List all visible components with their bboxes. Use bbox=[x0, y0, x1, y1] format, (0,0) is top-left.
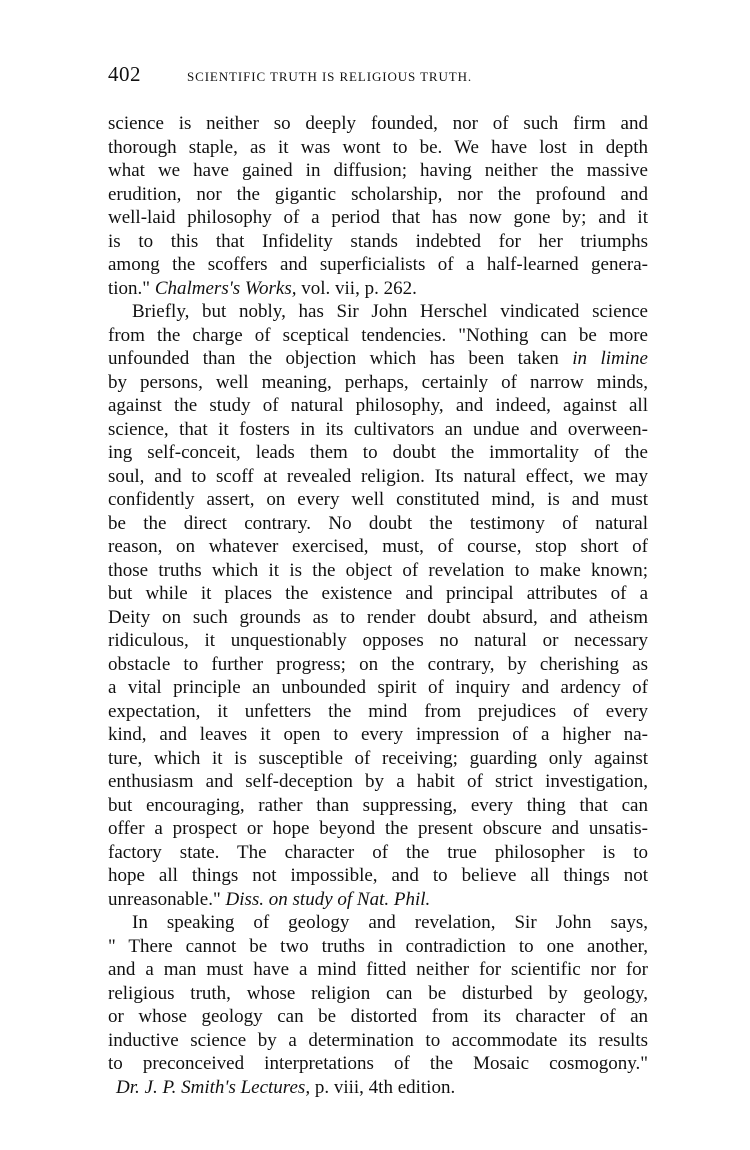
citation-title: Diss. on study of Nat. Phil. bbox=[225, 888, 431, 910]
text-line: those truths which it is the object of revelation to make known; bbox=[108, 559, 648, 581]
running-title: SCIENTIFIC TRUTH IS RELIGIOUS TRUTH. bbox=[187, 69, 473, 84]
text-line: science is neither so deeply founded, nor of such firm and bbox=[108, 113, 648, 134]
text-line: a vital principle an unbounded spirit of inquiry and ardency of bbox=[108, 677, 648, 698]
text-line: confidently assert, on every well constituted mind, is and must bbox=[108, 489, 648, 510]
text-line: " There cannot be two truths in contradiction to one another, bbox=[108, 935, 648, 957]
text-line: hope all things not impossible, and to believe all things not bbox=[108, 865, 648, 886]
book-page bbox=[108, 62, 648, 1099]
text-line: by persons, well meaning, perhaps, certainly of narrow minds, bbox=[108, 371, 648, 393]
text-line: but while it places the existence and principal attributes of a bbox=[108, 583, 648, 604]
citation-text: vol. vii, p. 262. bbox=[296, 277, 417, 299]
citation-line bbox=[108, 277, 648, 301]
text-line: obstacle to further progress; on the contrary, by cherishing as bbox=[108, 653, 648, 675]
text-line bbox=[108, 347, 648, 371]
paragraph-3 bbox=[108, 911, 648, 1099]
latin-phrase: in limine bbox=[572, 348, 648, 369]
text-line: thorough staple, as it was wont to be. We have lost in depth bbox=[108, 136, 648, 158]
text-line: erudition, nor the gigantic scholarship, nor the profound and bbox=[108, 183, 648, 205]
text-line: Briefly, but nobly, has Sir John Herschel vindicated science bbox=[132, 301, 648, 322]
text-line: kind, and leaves it open to every impression of a higher na- bbox=[108, 724, 648, 745]
text-line: be the direct contrary. No doubt the testimony of natural bbox=[108, 512, 648, 534]
paragraph-2 bbox=[108, 300, 648, 911]
text-line: religious truth, whose religion can be disturbed by geology, bbox=[108, 982, 648, 1004]
text-line: reason, on whatever exercised, must, of course, stop short of bbox=[108, 536, 648, 557]
line-text: unfounded than the objection which has been taken bbox=[108, 348, 573, 369]
text-line: enthusiasm and self-deception by a habit of strict investigation, bbox=[108, 771, 648, 792]
text-line: to preconceived interpretations of the Mosaic cosmogony." bbox=[108, 1053, 648, 1074]
text-line: against the study of natural philosophy, and indeed, against all bbox=[108, 395, 648, 416]
paragraph-1 bbox=[108, 112, 648, 300]
text-line: or whose geology can be distorted from its character of an bbox=[108, 1006, 648, 1027]
citation-line bbox=[108, 1076, 648, 1100]
text-line: ture, which it is susceptible of receiving; guarding only against bbox=[108, 747, 648, 769]
text-line: is to this that Infidelity stands indebted for her triumphs bbox=[108, 230, 648, 252]
text-line: from the charge of sceptical tendencies. "Nothing can be more bbox=[108, 324, 648, 346]
citation-line bbox=[108, 888, 648, 912]
citation-text: tion." bbox=[108, 277, 155, 299]
text-line: among the scoffers and superficialists of a half-learned genera- bbox=[108, 254, 648, 275]
text-line: factory state. The character of the true philosopher is to bbox=[108, 841, 648, 863]
text-line: what we have gained in diffusion; having neither the massive bbox=[108, 160, 648, 181]
text-line: science, that it fosters in its cultivators an undue and overween- bbox=[108, 418, 648, 440]
text-line: soul, and to scoff at revealed religion. Its natural effect, we may bbox=[108, 465, 648, 487]
text-line: expectation, it unfetters the mind from prejudices of every bbox=[108, 700, 648, 722]
citation-text: p. viii, 4th edition. bbox=[310, 1076, 456, 1098]
text-line: and a man must have a mind fitted neither for scientific nor for bbox=[108, 959, 648, 980]
page-number: 402 bbox=[108, 62, 141, 86]
text-line: inductive science by a determination to accommodate its results bbox=[108, 1029, 648, 1051]
text-line: well-laid philosophy of a period that has now gone by; and it bbox=[108, 207, 648, 228]
text-line: but encouraging, rather than suppressing, every thing that can bbox=[108, 794, 648, 816]
page-header bbox=[108, 62, 648, 92]
citation-text: unreasonable." bbox=[108, 888, 226, 910]
citation-title: Chalmers's Works, bbox=[154, 277, 297, 299]
text-line: Deity on such grounds as to render doubt absurd, and atheism bbox=[108, 606, 648, 628]
citation-title: Dr. J. P. Smith's Lectures, bbox=[116, 1076, 311, 1098]
text-line: ing self-conceit, leads them to doubt the immortality of the bbox=[108, 442, 648, 463]
text-line: In speaking of geology and revelation, Sir John says, bbox=[132, 912, 648, 933]
text-line: offer a prospect or hope beyond the present obscure and unsatis- bbox=[108, 818, 648, 839]
text-line: ridiculous, it unquestionably opposes no natural or necessary bbox=[108, 630, 648, 651]
